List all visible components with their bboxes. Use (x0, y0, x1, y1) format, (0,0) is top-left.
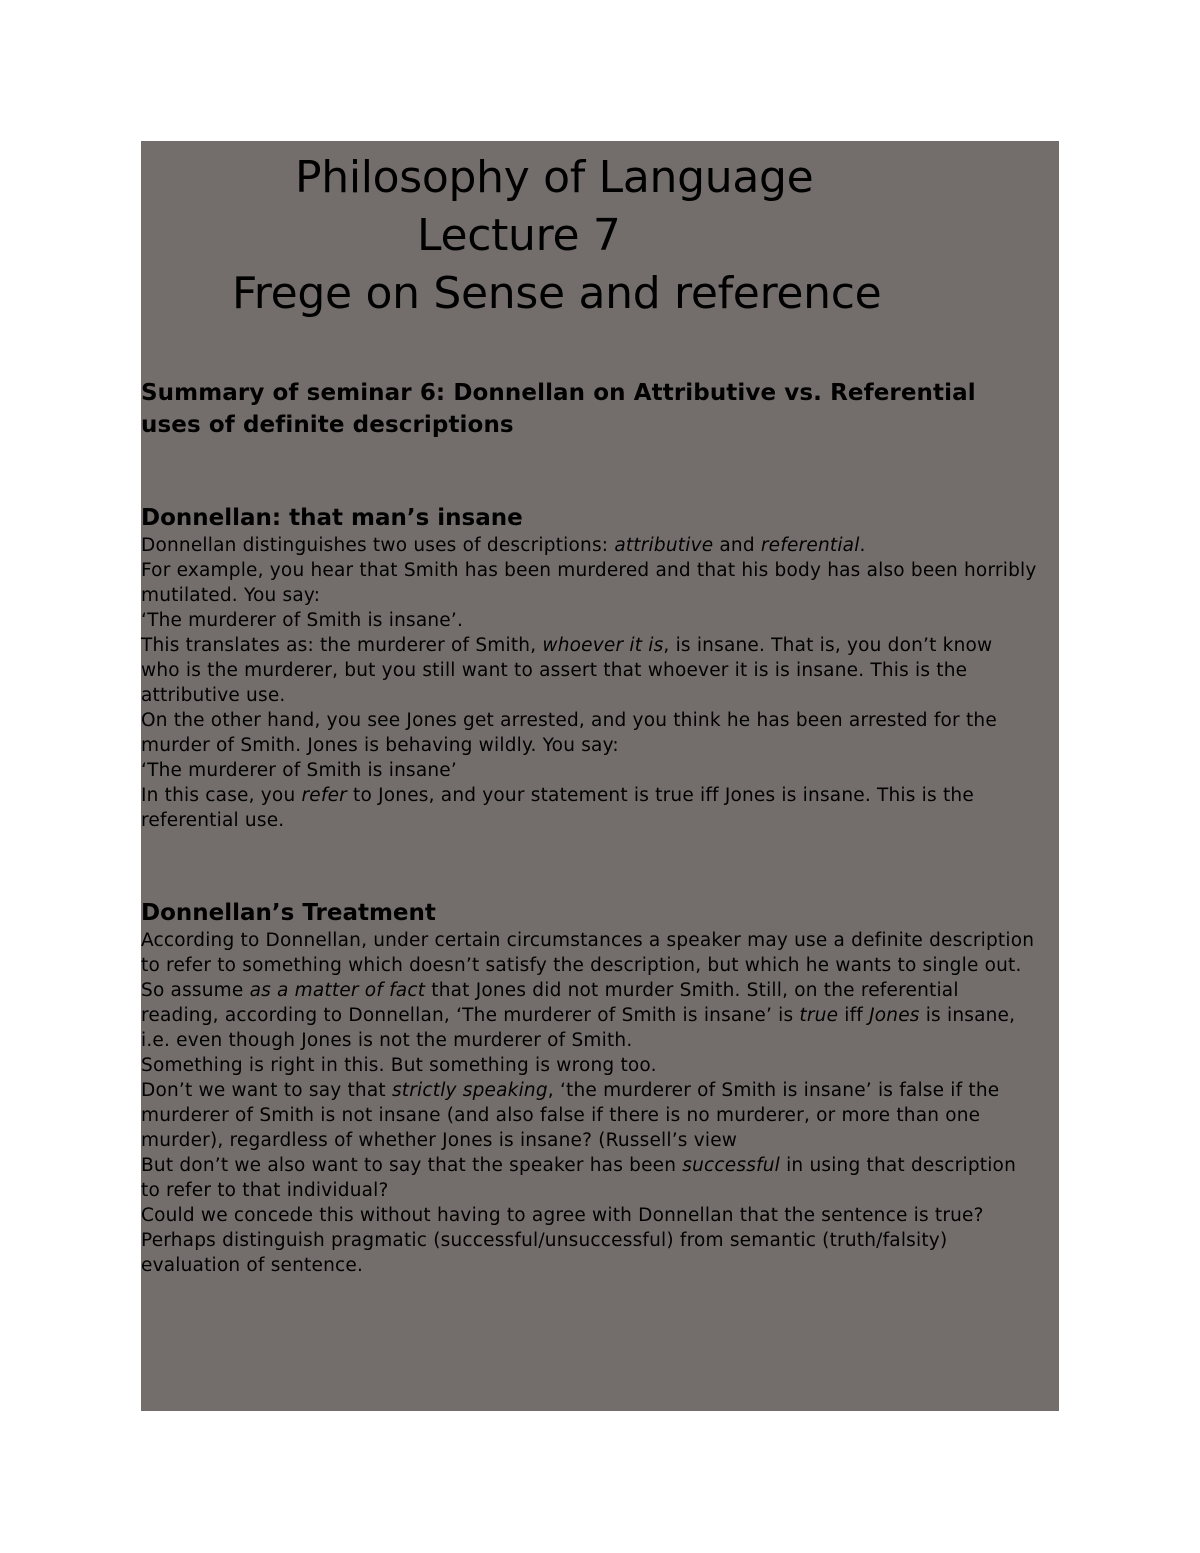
text-run: Perhaps distinguish pragmatic (successful/unsuccessful) from semantic (truth/falsity) (141, 1230, 948, 1251)
body-text-line (141, 658, 1057, 683)
text-run: Donnellan distinguishes two uses of descriptions: (141, 535, 615, 556)
emphasized-text: true (799, 1005, 839, 1026)
text-run: . (859, 535, 866, 556)
text-run: mutilated. You say: (141, 585, 321, 606)
text-run: murderer of Smith is not insane (and also false if there is no murderer, or more than one (141, 1105, 981, 1126)
section-heading-insane: Donnellan: that man’s insane (141, 505, 523, 531)
text-run: , is insane. That is, you don’t know (663, 635, 993, 656)
emphasized-text: whoever it is (542, 635, 664, 656)
text-run: to Jones, and your statement is true iff Jones is insane. This is the (346, 785, 974, 806)
text-run: murder), regardless of whether Jones is insane? (Russell’s view (141, 1130, 738, 1151)
body-text-line (141, 1103, 1057, 1128)
body-text-line (141, 953, 1057, 978)
text-run: , ‘the murderer of Smith is insane’ is false if the (547, 1080, 1000, 1101)
text-run: This translates as: the murderer of Smith, (141, 635, 543, 656)
title-line-lecture: Lecture 7 (417, 210, 621, 261)
emphasized-text: successful (682, 1155, 781, 1176)
text-run: In this case, you (141, 785, 302, 806)
slide-panel (141, 141, 1059, 1411)
body-text-line (141, 1178, 1057, 1203)
title-line-topic: Frege on Sense and reference (232, 268, 882, 319)
text-run: referential use. (141, 810, 285, 831)
emphasized-text: referential (760, 535, 860, 556)
text-run: Could we concede this without having to agree with Donnellan that the sentence is true? (141, 1205, 984, 1226)
body-text-line (141, 1253, 1057, 1278)
emphasized-text: Jones (869, 1005, 920, 1026)
body-text-line (141, 1003, 1057, 1028)
body-text-line (141, 1028, 1057, 1053)
text-run: So assume (141, 980, 250, 1001)
body-text-line (141, 1228, 1057, 1253)
body-text-line (141, 783, 1057, 808)
body-text-line (141, 1078, 1057, 1103)
emphasized-text: refer (301, 785, 347, 806)
text-run: reading, according to Donnellan, ‘The murderer of Smith is insane’ is (141, 1005, 800, 1026)
body-text-line (141, 608, 1057, 633)
body-text-line (141, 533, 1057, 558)
body-text-line (141, 558, 1057, 583)
body-text-line (141, 978, 1057, 1003)
text-run: Something is right in this. But something is wrong too. (141, 1055, 657, 1076)
body-text-line (141, 633, 1057, 658)
body-text-line (141, 928, 1057, 953)
body-text-line (141, 583, 1057, 608)
body-text-line (141, 683, 1057, 708)
body-text-line (141, 758, 1057, 783)
summary-heading: Summary of seminar 6: Donnellan on Attributive vs. Referential uses of definite descriptions (141, 380, 976, 438)
title-line-course: Philosophy of Language (295, 152, 814, 203)
section-heading-treatment: Donnellan’s Treatment (141, 900, 436, 926)
text-run: is insane, (919, 1005, 1016, 1026)
body-text-line (141, 1203, 1057, 1228)
body-text-line (141, 808, 1057, 833)
text-run: But don’t we also want to say that the speaker has been (141, 1155, 683, 1176)
text-run: murder of Smith. Jones is behaving wildly. You say: (141, 735, 619, 756)
section-body-treatment (141, 928, 1057, 1278)
text-run: i.e. even though Jones is not the murderer of Smith. (141, 1030, 633, 1051)
text-run: iff (838, 1005, 870, 1026)
body-text-line (141, 1153, 1057, 1178)
emphasized-text: attributive (614, 535, 714, 556)
text-run: For example, you hear that Smith has been murdered and that his body has also been horribly (141, 560, 1037, 581)
text-run: who is the murderer, but you still want to assert that whoever it is is insane. This is the (141, 660, 968, 681)
text-run: evaluation of sentence. (141, 1255, 364, 1276)
text-run: According to Donnellan, under certain circumstances a speaker may use a definite description (141, 930, 1035, 951)
body-text-line (141, 708, 1057, 733)
body-text-line (141, 733, 1057, 758)
emphasized-text: as a matter of fact (249, 980, 426, 1001)
text-run: and (713, 535, 761, 556)
text-run: to refer to that individual? (141, 1180, 389, 1201)
text-run: ‘The murderer of Smith is insane’. (141, 610, 464, 631)
emphasized-text: strictly speaking (391, 1080, 548, 1101)
text-run: ‘The murderer of Smith is insane’ (141, 760, 457, 781)
text-run: that Jones did not murder Smith. Still, on the referential (425, 980, 959, 1001)
text-run: Don’t we want to say that (141, 1080, 392, 1101)
body-text-line (141, 1053, 1057, 1078)
body-text-line (141, 1128, 1057, 1153)
text-run: attributive use. (141, 685, 286, 706)
text-run: On the other hand, you see Jones get arrested, and you think he has been arrested for the (141, 710, 997, 731)
section-body-insane (141, 533, 1057, 833)
text-run: in using that description (780, 1155, 1017, 1176)
text-run: to refer to something which doesn’t satisfy the description, but which he wants to single out. (141, 955, 1022, 976)
